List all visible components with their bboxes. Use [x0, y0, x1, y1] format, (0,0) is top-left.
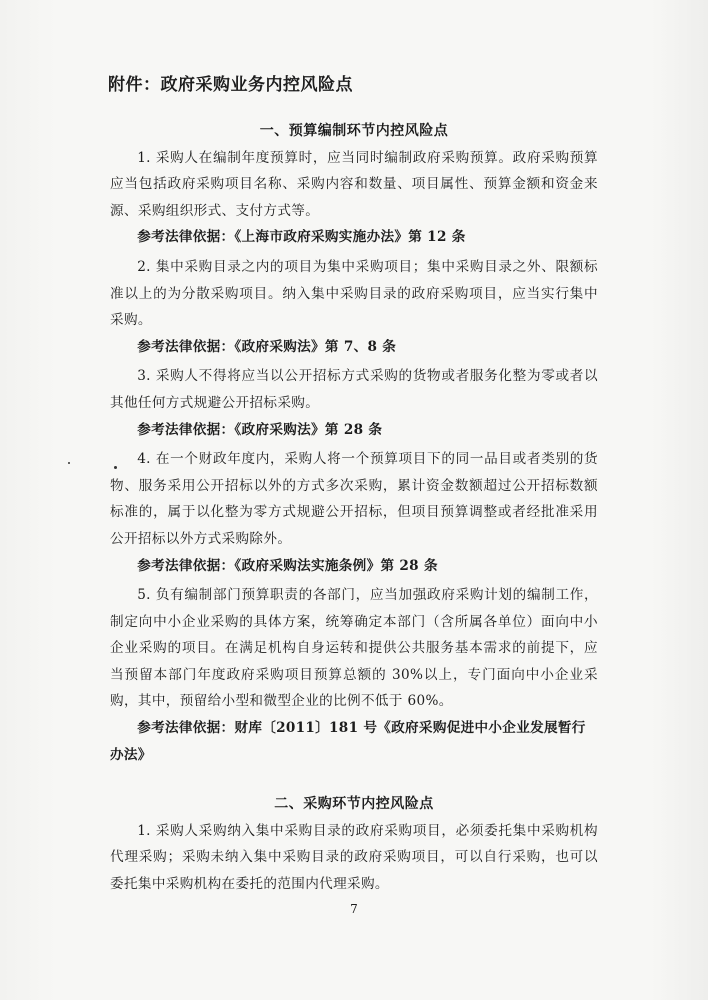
- risk-point-paragraph: 2. 集中采购目录之内的项目为集中采购项目；集中采购目录之外、限额标准以上的为分散采购项目。纳入集中采购目录的政府采购项目，应当实行集中采购。: [110, 258, 598, 329]
- attachment-title: 附件：政府采购业务内控风险点: [108, 75, 353, 95]
- scan-speck-mark: [114, 466, 117, 469]
- risk-point-paragraph: 1. 采购人在编制年度预算时，应当同时编制政府采购预算。政府采购预算应当包括政府采购项目名称、采购内容和数量、项目属性、预算金额和资金来源、采购组织形式、支付方式等。: [110, 149, 598, 219]
- risk-point-paragraph: 3. 采购人不得将应当以公开招标方式采购的货物或者服务化整为零或者以其他任何方式规避公开招标采购。: [110, 368, 598, 411]
- section-title: 一、预算编制环节内控风险点: [259, 123, 449, 139]
- section-title: 二、采购环节内控风险点: [274, 796, 434, 813]
- scan-speck-mark: [68, 462, 70, 464]
- legal-reference: 参考法律依据：《政府采购法》第 7、8 条: [137, 338, 397, 355]
- page-number: 7: [350, 902, 358, 916]
- legal-reference: 参考法律依据：财库〔2011〕181 号《政府采购促进中小企业发展暂行办法》: [110, 720, 586, 763]
- legal-reference: 参考法律依据：《政府采购法实施条例》第 28 条: [137, 557, 438, 574]
- risk-point-paragraph: 4. 在一个财政年度内，采购人将一个预算项目下的同一品目或者类别的货物、服务采用公开招标以外的方式多次采购，累计资金数额超过公开招标数额标准的，属于以化整为零方式规避公开招标，但项目预算调整或者经批准采用公开招标以外方式采购除外。: [110, 451, 598, 547]
- legal-reference: 参考法律依据：《上海市政府采购实施办法》第 12 条: [137, 229, 466, 246]
- risk-point-paragraph: 1. 采购人采购纳入集中采购目录的政府采购项目，必须委托集中采购机构代理采购；采购未纳入集中采购目录的政府采购项目，可以自行采购，也可以委托集中采购机构在委托的范围内代理采购。: [110, 822, 598, 893]
- risk-point-paragraph: 5. 负有编制部门预算职责的各部门，应当加强政府采购计划的编制工作，制定向中小企业采购的具体方案，统筹确定本部门（含所属各单位）面向中小企业采购的项目。在满足机构自身运转和提供公共服务基本需求的前提下，应当预留本部门年度政府采购项目预算总额的 30%以上，专门面向中小企业采购，其中，预留给小型和微型企业的比例不低于 60%。: [110, 587, 598, 710]
- section-gap: [110, 771, 598, 791]
- legal-reference: 参考法律依据：《政府采购法》第 28 条: [137, 421, 383, 438]
- document-body: [110, 118, 598, 898]
